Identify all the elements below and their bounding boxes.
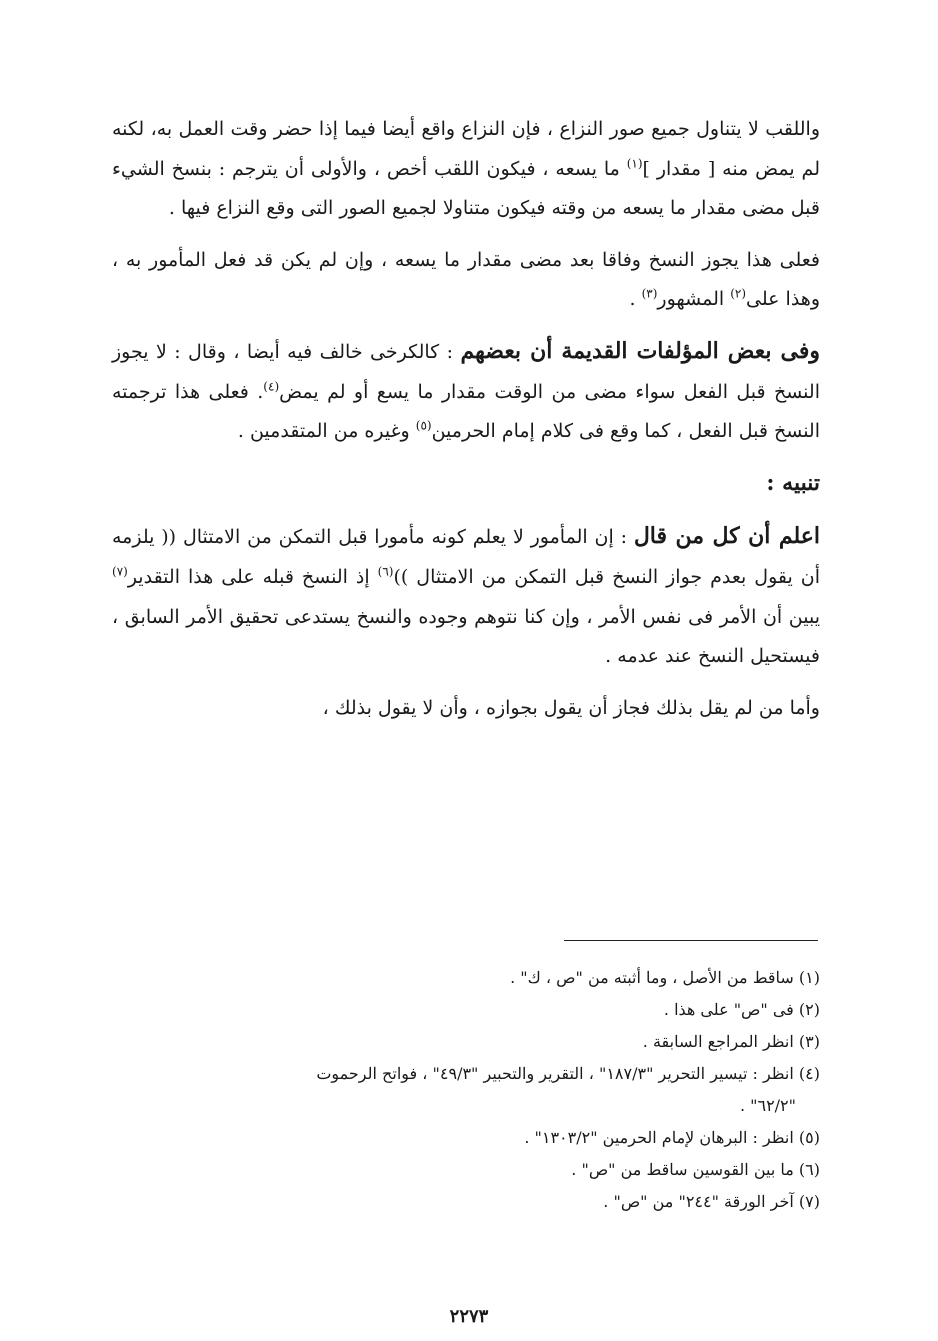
- page-number: ٢٢٧٣: [449, 1306, 489, 1327]
- footnote-ref-6: (٦): [377, 564, 394, 579]
- text-run: : إن المأمور لا يعلم كونه مأمورا قبل التمكن من الامتثال (( يلزمه أن يقول بعدم جواز النسخ قبل التمكن من الامتثال )): [112, 526, 820, 588]
- main-text: [112, 110, 820, 740]
- footnote-separator: [564, 940, 818, 941]
- text-run: . فعلى هذا ترجمته النسخ قبل الفعل ، كما وقع فى كلام إمام الحرمين: [112, 380, 820, 443]
- paragraph-4: [112, 517, 820, 676]
- text-run: وغيره من المتقدمين .: [237, 420, 416, 443]
- paragraph-3: [112, 332, 820, 452]
- text-run: إذ النسخ قبله على هذا التقدير: [127, 565, 378, 588]
- paragraph-2: [112, 241, 820, 320]
- text-run: .: [629, 288, 642, 311]
- paragraph-5: وأما من لم يقل بذلك فجاز أن يقول بجوازه ، وأن لا يقول بذلك ،: [322, 696, 820, 719]
- footnote-2: (٢) فى "ص" على هذا .: [663, 1000, 820, 1019]
- footnote-4: (٤) انظر : تيسير التحرير "١٨٧/٣" ، التقرير والتحبير "٤٩/٣" ، فواتح الرحموت: [316, 1064, 820, 1083]
- text-run: فعلى هذا يجوز النسخ وفاقا بعد مضى مقدار ما يسعه ، وإن لم يكن قد فعل المأمور به ، وهذا على: [112, 248, 820, 311]
- footnote-4-continued: "٦٢/٢" .: [739, 1096, 796, 1115]
- footnotes: [112, 962, 820, 1218]
- footnote-3: (٣) انظر المراجع السابقة .: [642, 1032, 820, 1051]
- text-run: المشهور: [657, 288, 731, 311]
- footnote-ref-5: (٥): [415, 418, 432, 433]
- footnote-6: (٦) ما بين القوسين ساقط من "ص" .: [571, 1160, 820, 1179]
- footnote-5: (٥) انظر : البرهان لإمام الحرمين "١٣٠٣/٢" .: [524, 1128, 820, 1147]
- footnote-ref-1: (١): [626, 156, 643, 171]
- footnote-7: (٧) آخر الورقة "٢٤٤" من "ص" .: [603, 1192, 820, 1211]
- footnote-ref-2: (٢): [730, 287, 747, 302]
- bold-lead: اعلم أن كل من قال: [633, 523, 820, 550]
- footnote-ref-7: (٧): [112, 564, 128, 579]
- bold-lead: وفى بعض المؤلفات القديمة أن بعضهم: [460, 337, 820, 364]
- text-run: ما يسعه ، فيكون اللقب أخص ، والأولى أن يترجم : بنسخ الشيء قبل مضى مقدار ما يسعه من وقته فيكون متناولا لجميع الصور التى وقع النزاع فيها .: [112, 157, 820, 220]
- section-heading: تنبيه :: [766, 469, 820, 496]
- paragraph-1: [112, 110, 820, 229]
- text-run: يبين أن الأمر فى نفس الأمر ، وإن كنا نتوهم وجوده والنسخ يستدعى تحقيق الأمر السابق ، فيستحيل النسخ عند عدمه .: [112, 605, 820, 668]
- text-run: واللقب لا يتناول جميع صور النزاع ، فإن النزاع واقع أيضا فيما إذا حضر وقت العمل به، لكنه لم يمض منه [ مقدار ]: [112, 118, 820, 180]
- text-run: : كالكرخى خالف فيه أيضا ، وقال : لا يجوز النسخ قبل الفعل سواء مضى من الوقت مقدار ما يسع أو لم يمض: [112, 340, 820, 403]
- footnote-1: (١) ساقط من الأصل ، وما أثبته من "ص ، ك" .: [510, 968, 820, 987]
- footnote-ref-3: (٣): [641, 287, 658, 302]
- footnote-ref-4: (٤): [263, 379, 280, 394]
